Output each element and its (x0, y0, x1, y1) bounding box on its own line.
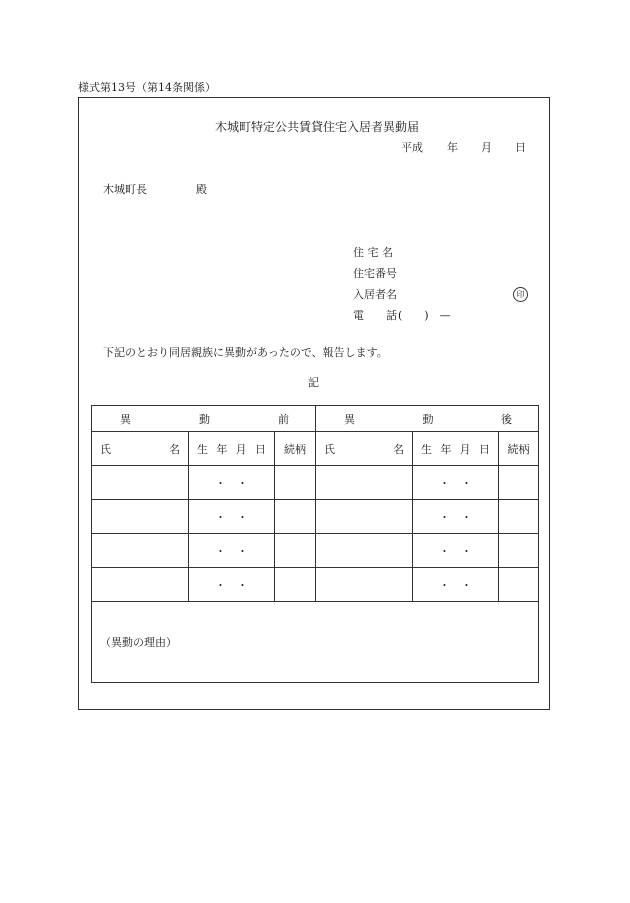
name-cell[interactable] (92, 568, 189, 602)
name-col-char: 名 (169, 442, 180, 456)
name-cell[interactable] (92, 500, 189, 534)
before-char: 動 (199, 412, 210, 426)
after-char: 動 (422, 412, 434, 426)
name-col-char: 氏 (100, 442, 111, 456)
relation-cell[interactable] (499, 466, 539, 500)
name-column-header (316, 432, 413, 466)
table-header-row (92, 406, 539, 432)
after-char: 後 (501, 412, 513, 426)
house-number-label: 住宅番号 (353, 267, 397, 280)
residence-label: 住 宅 名 (353, 246, 393, 259)
dob-cell[interactable]: ・ ・ (189, 466, 275, 500)
name-col-char: 氏 (324, 442, 336, 456)
dob-col-char: 月 (459, 442, 471, 456)
tenant-name-label: 入居者名 (353, 288, 397, 301)
name-cell[interactable] (92, 534, 189, 568)
after-change-header (316, 406, 539, 432)
dob-col-char: 年 (216, 442, 228, 456)
seal-mark: 印 (513, 287, 528, 302)
phone-format: ( ) — (398, 309, 451, 322)
addressee-honorific: 殿 (196, 183, 207, 196)
relation-cell[interactable] (275, 568, 316, 602)
dob-col-char: 日 (479, 442, 490, 456)
table-row (92, 500, 539, 534)
before-change-header (92, 406, 316, 432)
dob-cell[interactable]: ・ ・ (413, 568, 499, 602)
after-char: 異 (344, 412, 356, 426)
change-table (91, 405, 539, 683)
before-char: 前 (278, 412, 289, 426)
column-header-row (92, 432, 539, 466)
dob-cell[interactable]: ・ ・ (413, 466, 499, 500)
table-row (92, 534, 539, 568)
reason-label: （異動の理由） (100, 636, 177, 649)
dob-col-char: 日 (254, 442, 266, 456)
dob-cell[interactable]: ・ ・ (189, 534, 275, 568)
date-era: 平成 (401, 141, 423, 154)
reason-cell[interactable] (92, 602, 539, 683)
relation-cell[interactable] (499, 500, 539, 534)
relation-cell[interactable] (275, 534, 316, 568)
dob-column-header (413, 432, 499, 466)
dob-col-char: 生 (197, 442, 208, 456)
dob-cell[interactable]: ・ ・ (413, 534, 499, 568)
name-col-char: 名 (393, 442, 405, 456)
reason-row (92, 602, 539, 683)
body-text: 下記のとおり同居親族に異動があったので、報告します。 (103, 346, 388, 359)
dob-col-char: 月 (235, 442, 247, 456)
relation-column-header: 続柄 (275, 432, 316, 466)
relation-cell[interactable] (499, 534, 539, 568)
name-cell[interactable] (316, 534, 413, 568)
table-row (92, 568, 539, 602)
relation-cell[interactable] (275, 500, 316, 534)
name-cell[interactable] (316, 500, 413, 534)
dob-col-char: 年 (440, 442, 452, 456)
relation-column-header: 続柄 (499, 432, 539, 466)
ki-heading: 記 (308, 376, 319, 389)
date-month: 月 (481, 141, 492, 154)
name-cell[interactable] (92, 466, 189, 500)
form-title: 木城町特定公共賃貸住宅入居者異動届 (215, 120, 420, 134)
before-char: 異 (120, 412, 131, 426)
relation-cell[interactable] (275, 466, 316, 500)
name-cell[interactable] (316, 466, 413, 500)
dob-cell[interactable]: ・ ・ (413, 500, 499, 534)
date-day: 日 (515, 141, 526, 154)
addressee-name: 木城町長 (103, 183, 147, 196)
name-column-header (92, 432, 189, 466)
name-cell[interactable] (316, 568, 413, 602)
relation-cell[interactable] (499, 568, 539, 602)
dob-column-header (189, 432, 275, 466)
dob-cell[interactable]: ・ ・ (189, 568, 275, 602)
phone-label: 電 話 (353, 309, 397, 322)
table-row (92, 466, 539, 500)
date-year: 年 (447, 141, 458, 154)
dob-cell[interactable]: ・ ・ (189, 500, 275, 534)
dob-col-char: 生 (421, 442, 433, 456)
form-number: 様式第13号（第14条関係） (78, 81, 216, 94)
